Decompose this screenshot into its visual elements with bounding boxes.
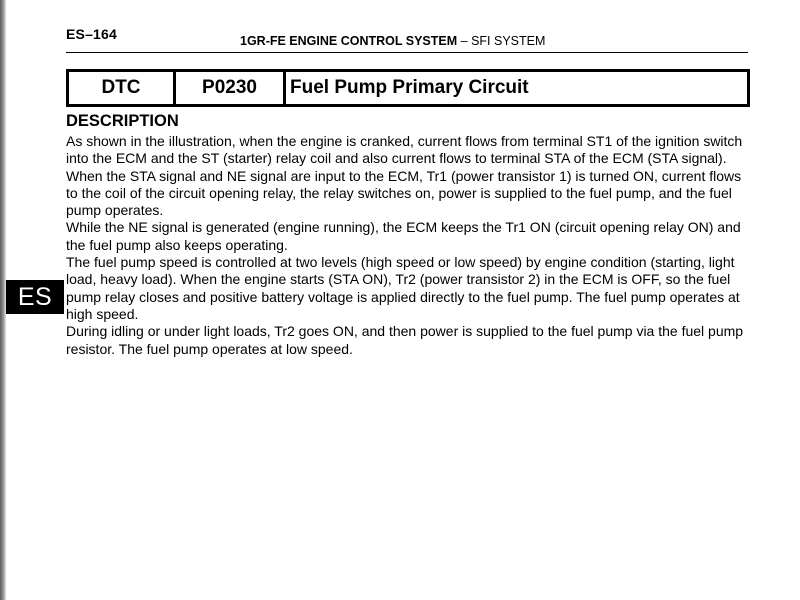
dtc-title-box (66, 69, 750, 107)
running-head-section: SFI SYSTEM (471, 34, 546, 48)
description-paragraph: The fuel pump speed is controlled at two levels (high speed or low speed) by engine condition (starting, light load, heavy load). When the engine starts (STA ON), Tr2 (power transistor 2) in the ECM is OFF, so the fuel pump relay closes and positive battery voltage is applied directly to the fuel pump. The fuel pump operates at high speed. (66, 254, 740, 322)
description-paragraph: During idling or under light loads, Tr2 goes ON, and then power is supplied to the fuel pump via the fuel pump resistor. The fuel pump operates at low speed. (66, 323, 744, 357)
running-head-system: 1GR-FE ENGINE CONTROL SYSTEM (240, 34, 458, 48)
running-head-separator: – (460, 34, 468, 48)
description-paragraph: While the NE signal is generated (engine running), the ECM keeps the Tr1 ON (circuit opening relay ON) and the fuel pump also keeps operating. (66, 219, 741, 253)
page-number: ES–164 (66, 26, 118, 42)
dtc-title: Fuel Pump Primary Circuit (290, 77, 529, 98)
description-body (66, 133, 750, 358)
dtc-code: P0230 (176, 72, 286, 104)
description-paragraph: As shown in the illustration, when the engine is cranked, current flows from terminal ST1 of the ignition switch into the ECM and the ST (starter) relay coil and also current flows to terminal STA of the ECM (STA signal). (66, 133, 743, 167)
header-rule (66, 52, 748, 53)
section-side-tab: ES (6, 280, 64, 314)
description-paragraph: When the STA signal and NE signal are input to the ECM, Tr1 (power transistor 1) is turned ON, current flows to the coil of the circuit opening relay, the relay switches on, power is supplied to the fuel pump, and the fuel pump operates. (66, 167, 742, 219)
description-heading: DESCRIPTION (66, 112, 179, 130)
running-head (240, 34, 545, 48)
dtc-label: DTC (69, 72, 176, 104)
